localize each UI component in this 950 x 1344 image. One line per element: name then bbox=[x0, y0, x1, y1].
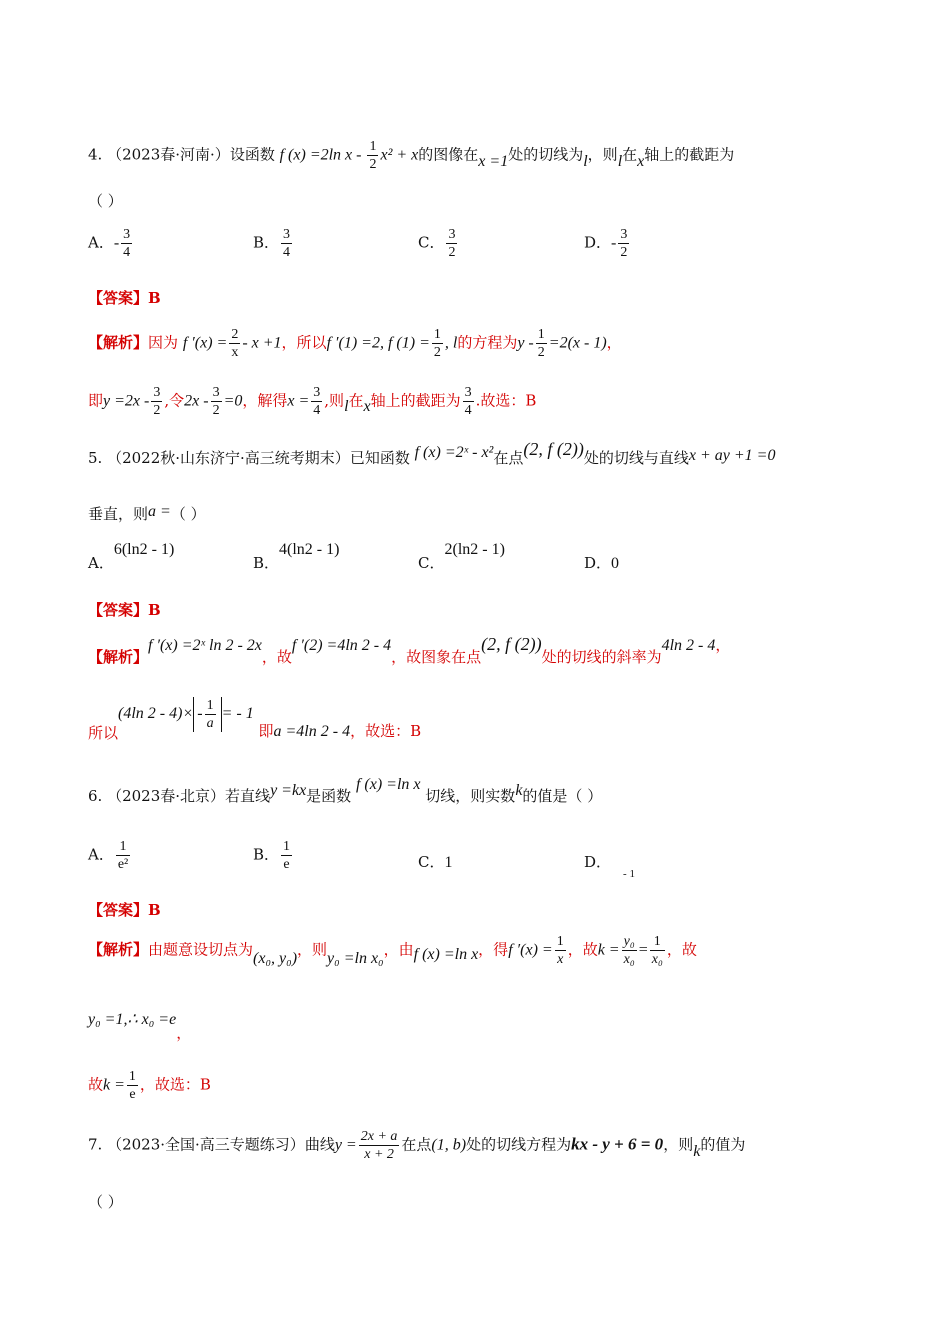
q5-stem-2: 垂直，则a =（ ） bbox=[88, 503, 206, 523]
q5-option-b[interactable]: B．4(ln2 - 1) bbox=[253, 541, 340, 572]
q5-stem: 5. （2022秋·山东济宁·高三统考期末）已知函数 f (x) =2ˣ - x²在点(2, f (2))处的切线与直线x + ay +1 =0 bbox=[88, 439, 776, 467]
q6-analysis-line1: 【解析】由题意设切点为(x₀, y₀)，则y₀ =ln x₀，由f (x) =ln x，得f ′(x) = $\frac{1}{x}$ ，故k = $\frac{\text{y₀}}{\text{x₀}}$ = $\frac{1}{\text{x₀}}$ ，故 bbox=[88, 934, 697, 967]
q6-analysis-line2: y₀ =1,∴ x₀ =e， bbox=[88, 1011, 192, 1042]
q5-source: （2022秋·山东济宁·高三统考期末） bbox=[107, 449, 350, 467]
q6-source: （2023春·北京） bbox=[107, 787, 226, 805]
q7-curve-frac: $\frac{2x + a}{x + 2}$ bbox=[360, 1129, 398, 1162]
q4-frac: $\frac{1}{2}$ bbox=[369, 139, 377, 172]
q7-stem: 7. （2023·全国·高三专题练习）曲线y = $\frac{2x + a}{x + 2}$ 在点(1, b)处的切线方程为kx - y + 6 = 0，则k的值为 bbox=[88, 1129, 746, 1162]
q4-option-d[interactable]: D．- $\frac{3}{2}$ bbox=[584, 227, 628, 260]
q6-option-c[interactable]: C．1 bbox=[418, 853, 453, 871]
q6-number: 6. bbox=[88, 787, 103, 805]
q4-option-a[interactable]: A．- $\frac{3}{4}$ bbox=[88, 227, 131, 260]
q5-option-a[interactable]: A．6(ln2 - 1) bbox=[88, 541, 175, 572]
q6-option-b[interactable]: B． $\frac{1}{e}$ bbox=[253, 839, 291, 872]
q5-answer: 【答案】B bbox=[88, 601, 161, 619]
q5-option-d[interactable]: D．0 bbox=[584, 554, 620, 572]
q6-function: f (x) =ln x bbox=[355, 776, 421, 793]
q6-option-a[interactable]: A． $\frac{1}{\text{e²}}$ bbox=[88, 839, 129, 872]
q6-answer: 【答案】B bbox=[88, 901, 161, 919]
q4-option-b[interactable]: B． $\frac{3}{4}$ bbox=[253, 227, 291, 260]
q7-paren: （ ） bbox=[88, 1193, 123, 1211]
q4-function: f (x) =2ln x - bbox=[279, 146, 366, 164]
q4-analysis-line1: 【解析】因为 f ′(x) = $\frac{2}{x}$ - x +1，所以f ′(1) =2, f (1) = $\frac{1}{2}$ , l的方程为y - $\frac{1}{2}$ =2(x - 1)， bbox=[88, 327, 622, 360]
q7-source: （2023·全国·高三专题练习） bbox=[107, 1135, 305, 1154]
q4-paren: （ ） bbox=[88, 192, 123, 210]
q5-function: f (x) =2ˣ - x² bbox=[414, 444, 494, 461]
q5-analysis-line2: 所以(4ln 2 - 4)× - $\frac{1}{a}$ = - 1 即a =4ln 2 - 4，故选：B bbox=[88, 698, 422, 743]
q4-answer: 【答案】B bbox=[88, 289, 161, 307]
q4-analysis-line2: 即y =2x - $\frac{3}{2}$ ,令2x - $\frac{3}{2}$ =0，解得x = $\frac{3}{4}$ ,则l在x轴上的截距为 $\frac{3}{4}$ .故选：B bbox=[88, 385, 537, 418]
q4-option-c[interactable]: C． $\frac{3}{2}$ bbox=[418, 227, 456, 260]
q5-analysis-line1: 【解析】f ′(x) =2ˣ ln 2 - 2x，故f ′(2) =4ln 2 - 4，故图象在点(2, f (2))处的切线的斜率为4ln 2 - 4， bbox=[88, 634, 731, 666]
q6-option-d[interactable]: D．$_{- 1}$ bbox=[584, 853, 635, 880]
q6-analysis-line3: 故k = $\frac{1}{e}$ ，故选：B bbox=[88, 1069, 211, 1102]
q5-option-c[interactable]: C．2(ln2 - 1) bbox=[418, 541, 505, 572]
q6-stem: 6. （2023春·北京）若直线y =kx是函数 f (x) =ln x 切线，则实数k的值是（ ） bbox=[88, 776, 603, 805]
q4-source: （2023春·河南·） bbox=[107, 145, 230, 164]
q7-number: 7. bbox=[88, 1135, 103, 1154]
q5-number: 5. bbox=[88, 449, 103, 467]
q4-stem: 4. （2023春·河南·）设函数 f (x) =2ln x - $\frac{1}{2}$ x² + x的图像在x =1处的切线为l，则l在x轴上的截距为 bbox=[88, 139, 735, 172]
q4-number: 4. bbox=[88, 145, 103, 164]
q4-stem-text: 设函数 bbox=[229, 145, 275, 164]
